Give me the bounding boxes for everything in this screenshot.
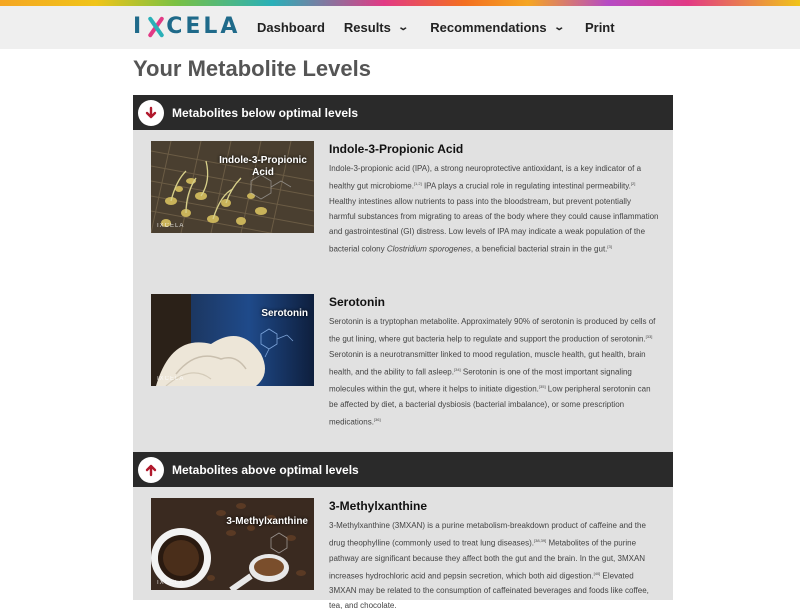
arrow-down-icon bbox=[138, 100, 164, 126]
citation[interactable]: [1,2] bbox=[413, 181, 422, 186]
chevron-down-icon: ⌄ bbox=[397, 22, 409, 33]
citation[interactable]: [3] bbox=[607, 243, 612, 249]
below-optimal-panel bbox=[133, 95, 673, 452]
metabolite-name: Serotonin bbox=[329, 295, 385, 309]
citation[interactable]: [33] bbox=[645, 334, 653, 339]
image-label: Indole-3-Propionic Acid bbox=[219, 155, 307, 178]
citation[interactable]: [38,39] bbox=[534, 538, 547, 543]
chevron-down-icon: ⌄ bbox=[552, 22, 565, 33]
main-nav bbox=[257, 6, 615, 49]
metabolite-image[interactable] bbox=[151, 498, 314, 590]
arrow-up-icon bbox=[138, 457, 164, 483]
image-brand: IXCELA bbox=[157, 376, 185, 382]
section-title: Metabolites above optimal levels bbox=[172, 462, 359, 477]
metabolite-name: 3-Methylxanthine bbox=[329, 499, 428, 513]
logo-x-mark bbox=[145, 16, 165, 38]
image-brand: IXCELA bbox=[157, 223, 185, 229]
navbar bbox=[0, 6, 800, 49]
metabolite-description: Indole-3-propionic acid (IPA), a strong neuroprotective antioxidant, is a key indicator of a healthy gut microbiome.[1,2] IPA plays a crucial role in regulating intestinal permeability.[2] Healthy intestines allow nutrients to pass into the bloodstream, but prevent potentially harmful substances from migrating to areas of the body where they could cause inflammation and gastrointestinal (GI) distress. Low levels of IPA may indicate a weak population of the bacterial colony Clostridium sporogenes, a beneficial bacterial strain in the gut.[3] bbox=[329, 164, 659, 254]
metabolite-entry bbox=[151, 498, 661, 611]
section-title: Metabolites below optimal levels bbox=[172, 105, 359, 120]
nav-recommendations[interactable]: Recommendations ⌄ bbox=[430, 20, 565, 35]
citation[interactable]: [36] bbox=[373, 416, 381, 422]
image-label: 3-Methylxanthine bbox=[226, 516, 308, 527]
image-label: Serotonin bbox=[261, 308, 308, 319]
citation[interactable]: [34] bbox=[453, 366, 461, 372]
nav-dashboard[interactable]: Dashboard bbox=[257, 20, 325, 35]
metabolite-entry bbox=[151, 141, 661, 271]
section-header bbox=[133, 95, 673, 130]
page-title: Your Metabolite Levels bbox=[133, 56, 371, 81]
section-header bbox=[133, 452, 673, 487]
metabolite-entry bbox=[151, 294, 661, 434]
ixcela-logo[interactable]: I CELA bbox=[133, 14, 241, 39]
image-brand: IXCELA bbox=[157, 580, 185, 586]
metabolite-description: Serotonin is a tryptophan metabolite. Approximately 90% of serotonin is produced by cells of the gut lining, where gut bacteria help to regulate and support the production of serotonin.[33] Serotonin is a neurotransmitter linked to mood regulation, muscle health, gut health, brain health, and the ability to fall asleep.[34] Serotonin is one of the most important signaling molecules within the gut, where it helps to initiate digestion.[35] Low peripheral serotonin can be affected by diet, a bacterial dysbiosis (bacterial imbalance), or some prescription medications.[36] bbox=[329, 317, 656, 427]
metabolite-image[interactable] bbox=[151, 294, 314, 386]
citation[interactable]: [2] bbox=[630, 181, 636, 186]
citation[interactable]: [40] bbox=[593, 570, 601, 576]
nav-results[interactable]: Results ⌄ bbox=[343, 20, 409, 35]
nav-print[interactable]: Print bbox=[584, 20, 615, 35]
above-optimal-panel bbox=[133, 452, 673, 611]
citation[interactable]: [35] bbox=[538, 384, 546, 390]
metabolite-name: Indole-3-Propionic Acid bbox=[329, 142, 464, 156]
metabolite-image[interactable] bbox=[151, 141, 314, 233]
metabolite-description: 3-Methylxanthine (3MXAN) is a purine metabolism-breakdown product of caffeine and the drug theophylline (commonly used to treat lung diseases).[38,39] Metabolites of the purine pathway are significant because they affect both the gut and the brain. In the gut, 3MXAN increases hydrochloric acid and pepsin secretion, which both aid digestion.[40] Elevated 3MXAN may be related to the consumption of caffeinated beverages and foods like coffee, tea, and chocolate. bbox=[329, 521, 649, 611]
